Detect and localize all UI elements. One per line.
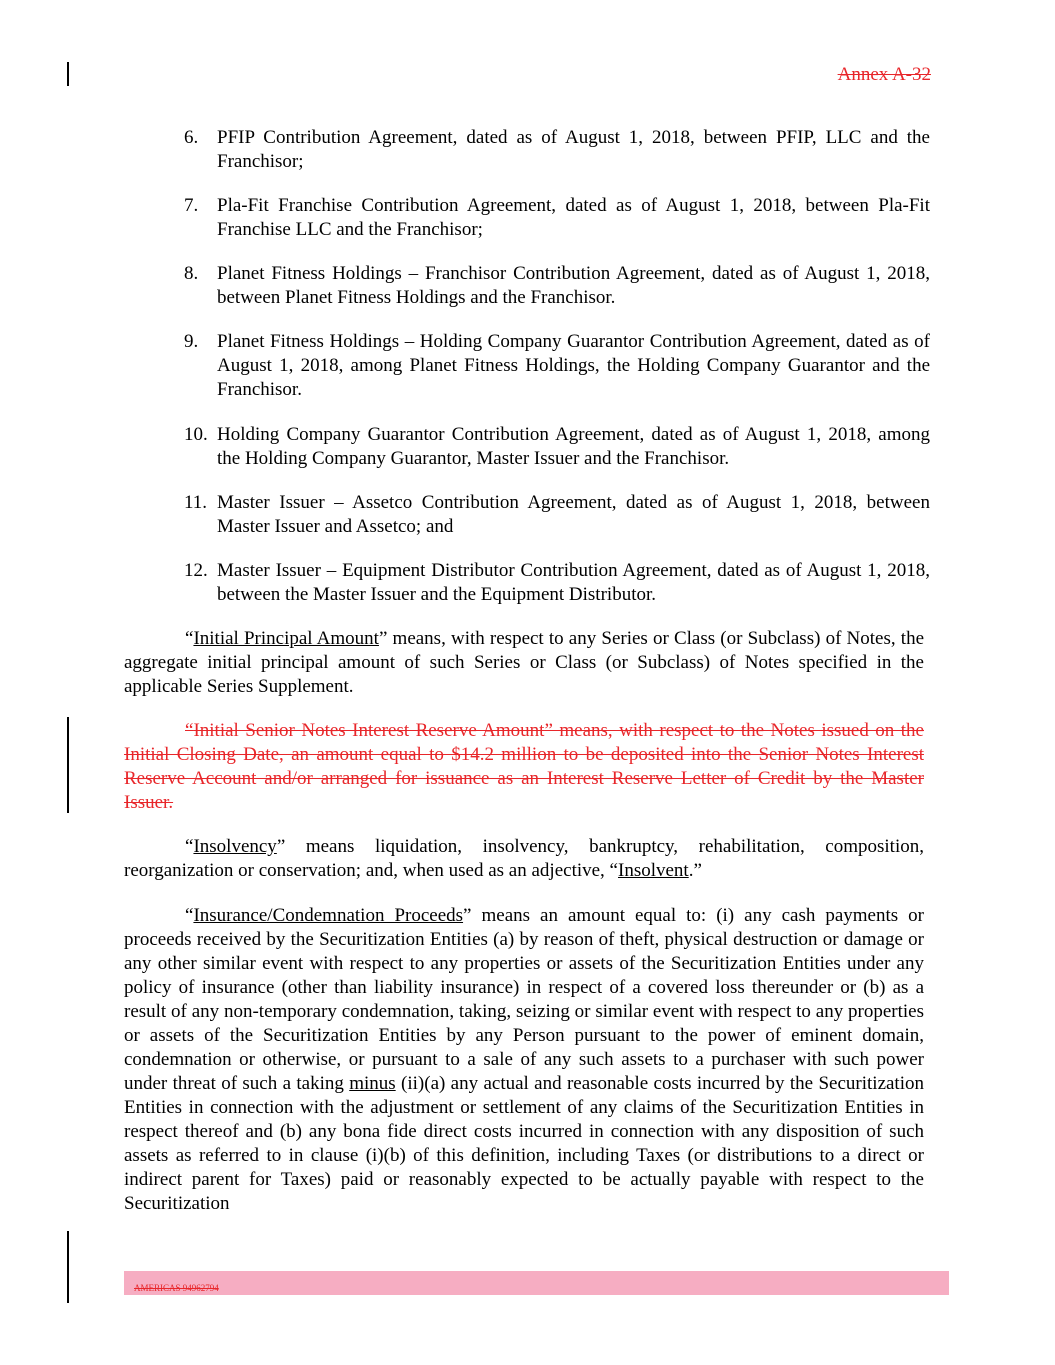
annex-label: Annex A-32 <box>837 64 931 85</box>
footer-band <box>124 1271 949 1295</box>
list-item <box>184 194 930 242</box>
list-item-text: PFIP Contribution Agreement, dated as of August 1, 2018, between PFIP, LLC and the Franchisor; <box>217 127 930 172</box>
list-item-number: 8. <box>184 263 199 284</box>
defined-term: Insolvent <box>618 860 689 881</box>
change-bar-bottom <box>67 1231 69 1303</box>
list-item <box>184 262 930 310</box>
defined-term: Initial Senior Notes Interest Reserve Amount <box>193 720 545 741</box>
list-item-text: Master Issuer – Assetco Contribution Agreement, dated as of August 1, 2018, between Master Issuer and Assetco; and <box>217 492 930 537</box>
definition-initial-senior-notes-deleted: “Initial Senior Notes Interest Reserve Amount” means, with respect to the Notes issued on the Initial Closing Date, an amount equal to $14.2 million to be deposited into the Senior Notes Interest Reserve Account and/or arranged for issuance as an Interest Reserve Letter of Credit by the Master Issuer. <box>124 720 924 813</box>
list-item <box>184 491 930 539</box>
change-bar-top <box>67 62 69 86</box>
list-item <box>184 559 930 607</box>
list-item-text: Holding Company Guarantor Contribution Agreement, dated as of August 1, 2018, among the Holding Company Guarantor, Master Issuer and the Franchisor. <box>217 424 930 469</box>
list-item-text: Planet Fitness Holdings – Holding Company Guarantor Contribution Agreement, dated as of August 1, 2018, among Planet Fitness Holdings, the Holding Company Guarantor and the Franchisor. <box>217 331 930 400</box>
defined-term: Insolvency <box>193 836 277 857</box>
list-item-number: 12. <box>184 560 208 581</box>
list-item-text: Pla-Fit Franchise Contribution Agreement, dated as of August 1, 2018, between Pla-Fit Franchise LLC and the Franchisor; <box>217 195 930 240</box>
defined-term: Initial Principal Amount <box>193 628 379 649</box>
list-item-text: Planet Fitness Holdings – Franchisor Contribution Agreement, dated as of August 1, 2018, between Planet Fitness Holdings and the Franchisor. <box>217 263 930 308</box>
list-item-text: Master Issuer – Equipment Distributor Contribution Agreement, dated as of August 1, 2018, between the Master Issuer and the Equipment Distributor. <box>217 560 930 605</box>
list-item <box>184 423 930 471</box>
definition-insolvency: “Insolvency” means liquidation, insolvency, bankruptcy, rehabilitation, composition, reorganization or conservation; and, when used as an adjective, “Insolvent.” <box>124 836 924 881</box>
list-item-number: 6. <box>184 127 199 148</box>
change-bar-deleted <box>67 717 69 813</box>
defined-term: Insurance/Condemnation Proceeds <box>193 905 464 926</box>
list-item-number: 9. <box>184 331 199 352</box>
list-item <box>184 330 930 402</box>
list-item-number: 7. <box>184 195 199 216</box>
list-item-number: 10. <box>184 424 208 445</box>
list-item <box>184 126 930 174</box>
list-item-number: 11. <box>184 492 208 513</box>
footer-doc-id: AMERICAS 94962794 <box>134 1283 219 1293</box>
minus-term: minus <box>349 1073 396 1094</box>
definition-insurance-condemnation-proceeds: “Insurance/Condemnation Proceeds” means an amount equal to: (i) any cash payments or proceeds received by the Securitization Entities (a) by reason of theft, physical destruction or damage or any other similar event with respect to any properties or assets of the Securitization Entities under any policy of insurance (other than liability insurance) in respect of a covered loss thereunder or (b) as a result of any non-temporary condemnation, taking, seizing or similar event with respect to any properties or assets of the Securitization Entities by any Person pursuant to the power of eminent domain, condemnation or otherwise, or pursuant to a sale of any such assets to a purchaser with such power under threat of such a taking minus (ii)(a) any actual and reasonable costs incurred by the Securitization Entities in connection with the adjustment or settlement of any claims of the Securitization Entities in respect thereof and (b) any bona fide direct costs incurred in connection with any disposition of such assets as referred to in clause (i)(b) of this definition, including Taxes (or distributions to a direct or indirect parent for Taxes) paid or reasonably expected to be actually payable with respect to the Securitization <box>124 905 925 1214</box>
definition-initial-principal-amount: “Initial Principal Amount” means, with respect to any Series or Class (or Subclass) of Notes, the aggregate initial principal amount of such Series or Class (or Subclass) of Notes specified in the applicable Series Supplement. <box>124 628 925 697</box>
